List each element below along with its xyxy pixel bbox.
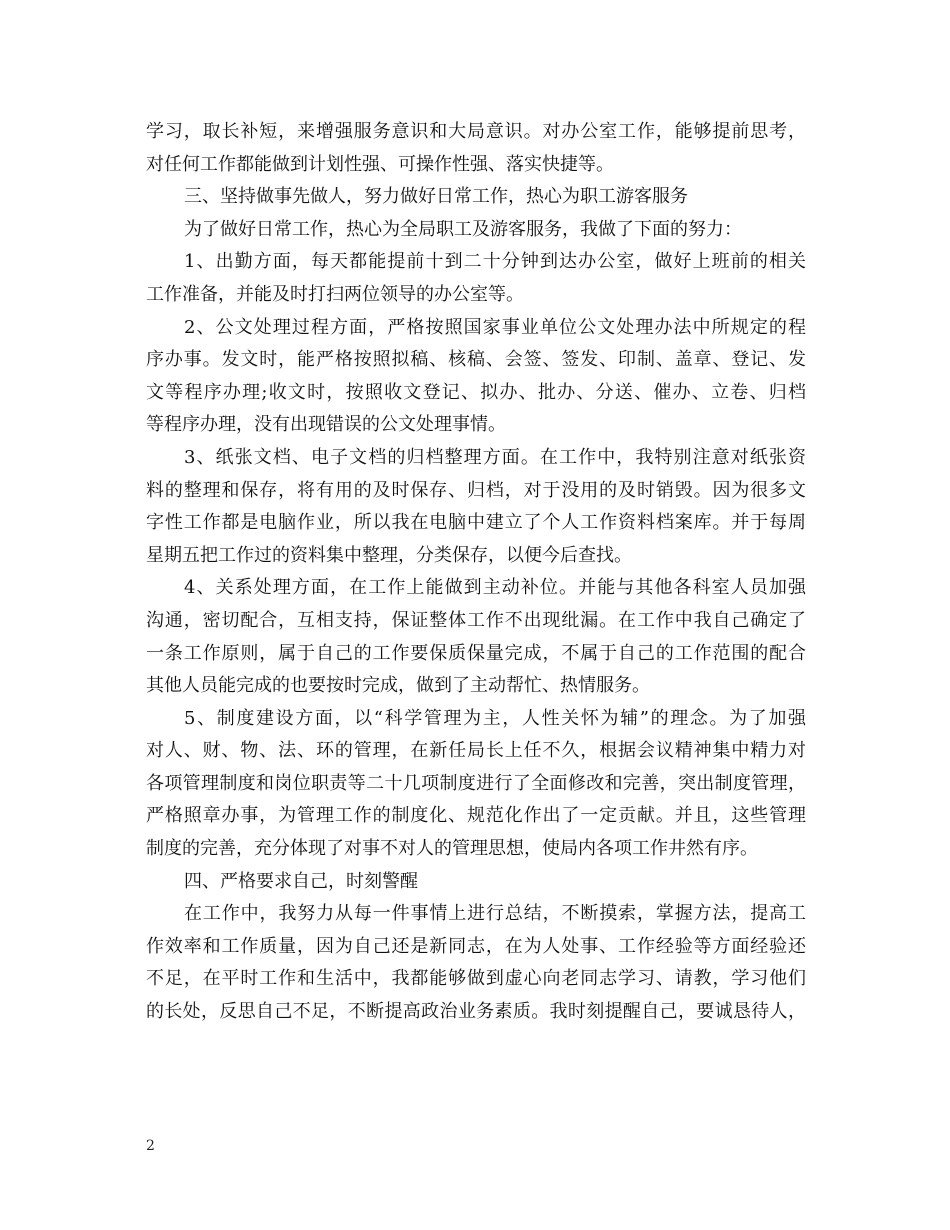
- text-line: 工作准备，并能及时打扫两位领导的办公室等。: [146, 283, 524, 305]
- text-line: 序办事。发文时，能严格按照拟稿、核稿、会签、签发、印制、盖章、登记、发: [146, 349, 806, 371]
- text-line: 5、制度建设方面，以“科学管理为主，人性关怀为辅”的理念。为了加强: [184, 707, 806, 729]
- text-line: 三、坚持做事先做人，努力做好日常工作，热心为职工游客服务: [184, 186, 688, 208]
- text-line: 2、公文处理过程方面，严格按照国家事业单位公文处理办法中所规定的程: [184, 316, 806, 338]
- text-line: 对人、财、物、法、环的管理，在新任局长上任不久，根据会议精神集中精力对: [146, 740, 806, 762]
- text-line: 严格照章办事，为管理工作的制度化、规范化作出了一定贡献。并且，这些管理: [146, 805, 806, 827]
- text-line: 星期五把工作过的资料集中整理，分类保存，以便今后查找。: [146, 544, 632, 566]
- text-line: 不足，在平时工作和生活中，我都能够做到虚心向老同志学习、请教，学习他们: [146, 968, 806, 990]
- text-line: 等程序办理，没有出现错误的公文处理事情。: [146, 414, 506, 436]
- text-line: 各项管理制度和岗位职责等二十几项制度进行了全面修改和完善，突出制度管理，: [146, 772, 806, 794]
- text-line: 3、纸张文档、电子文档的归档整理方面。在工作中，我特别注意对纸张资: [184, 446, 806, 468]
- text-line: 文等程序办理;收文时，按照收文登记、拟办、批办、分送、催办、立卷、归档: [146, 381, 806, 403]
- document-body: [146, 116, 806, 1029]
- text-line: 对任何工作都能做到计划性强、可操作性强、落实快捷等。: [146, 153, 614, 175]
- text-line: 字性工作都是电脑作业，所以我在电脑中建立了个人工作资料档案库。并于每周: [146, 512, 806, 534]
- text-line: 学习，取长补短，来增强服务意识和大局意识。对办公室工作，能够提前思考，: [146, 121, 806, 142]
- text-line: 四、严格要求自己，时刻警醒: [184, 870, 418, 892]
- text-line: 沟通，密切配合，互相支持，保证整体工作不出现纰漏。在工作中我自己确定了: [146, 609, 806, 631]
- text-line: 在工作中，我努力从每一件事情上进行总结，不断摸索，掌握方法，提高工: [184, 903, 806, 925]
- text-line: 4、关系处理方面，在工作上能做到主动补位。并能与其他各科室人员加强: [184, 577, 806, 599]
- text-line: 的长处，反思自己不足，不断提高政治业务素质。我时刻提醒自己，要诚恳待人，: [146, 1001, 806, 1023]
- text-line: 为了做好日常工作，热心为全局职工及游客服务，我做了下面的努力：: [184, 218, 742, 240]
- text-line: 其他人员能完成的也要按时完成，做到了主动帮忙、热情服务。: [146, 675, 650, 697]
- text-line: 作效率和工作质量，因为自己还是新同志，在为人处事、工作经验等方面经验还: [146, 935, 806, 957]
- page-number: 2: [146, 1138, 155, 1154]
- text-line: 制度的完善，充分体现了对事不对人的管理思想，使局内各项工作井然有序。: [146, 838, 758, 860]
- text-line: 料的整理和保存，将有用的及时保存、归档，对于没用的及时销毁。因为很多文: [146, 479, 806, 501]
- text-line: 1、出勤方面，每天都能提前十到二十分钟到达办公室，做好上班前的相关: [184, 251, 806, 273]
- text-line: 一条工作原则，属于自己的工作要保质保量完成，不属于自己的工作范围的配合: [146, 642, 806, 664]
